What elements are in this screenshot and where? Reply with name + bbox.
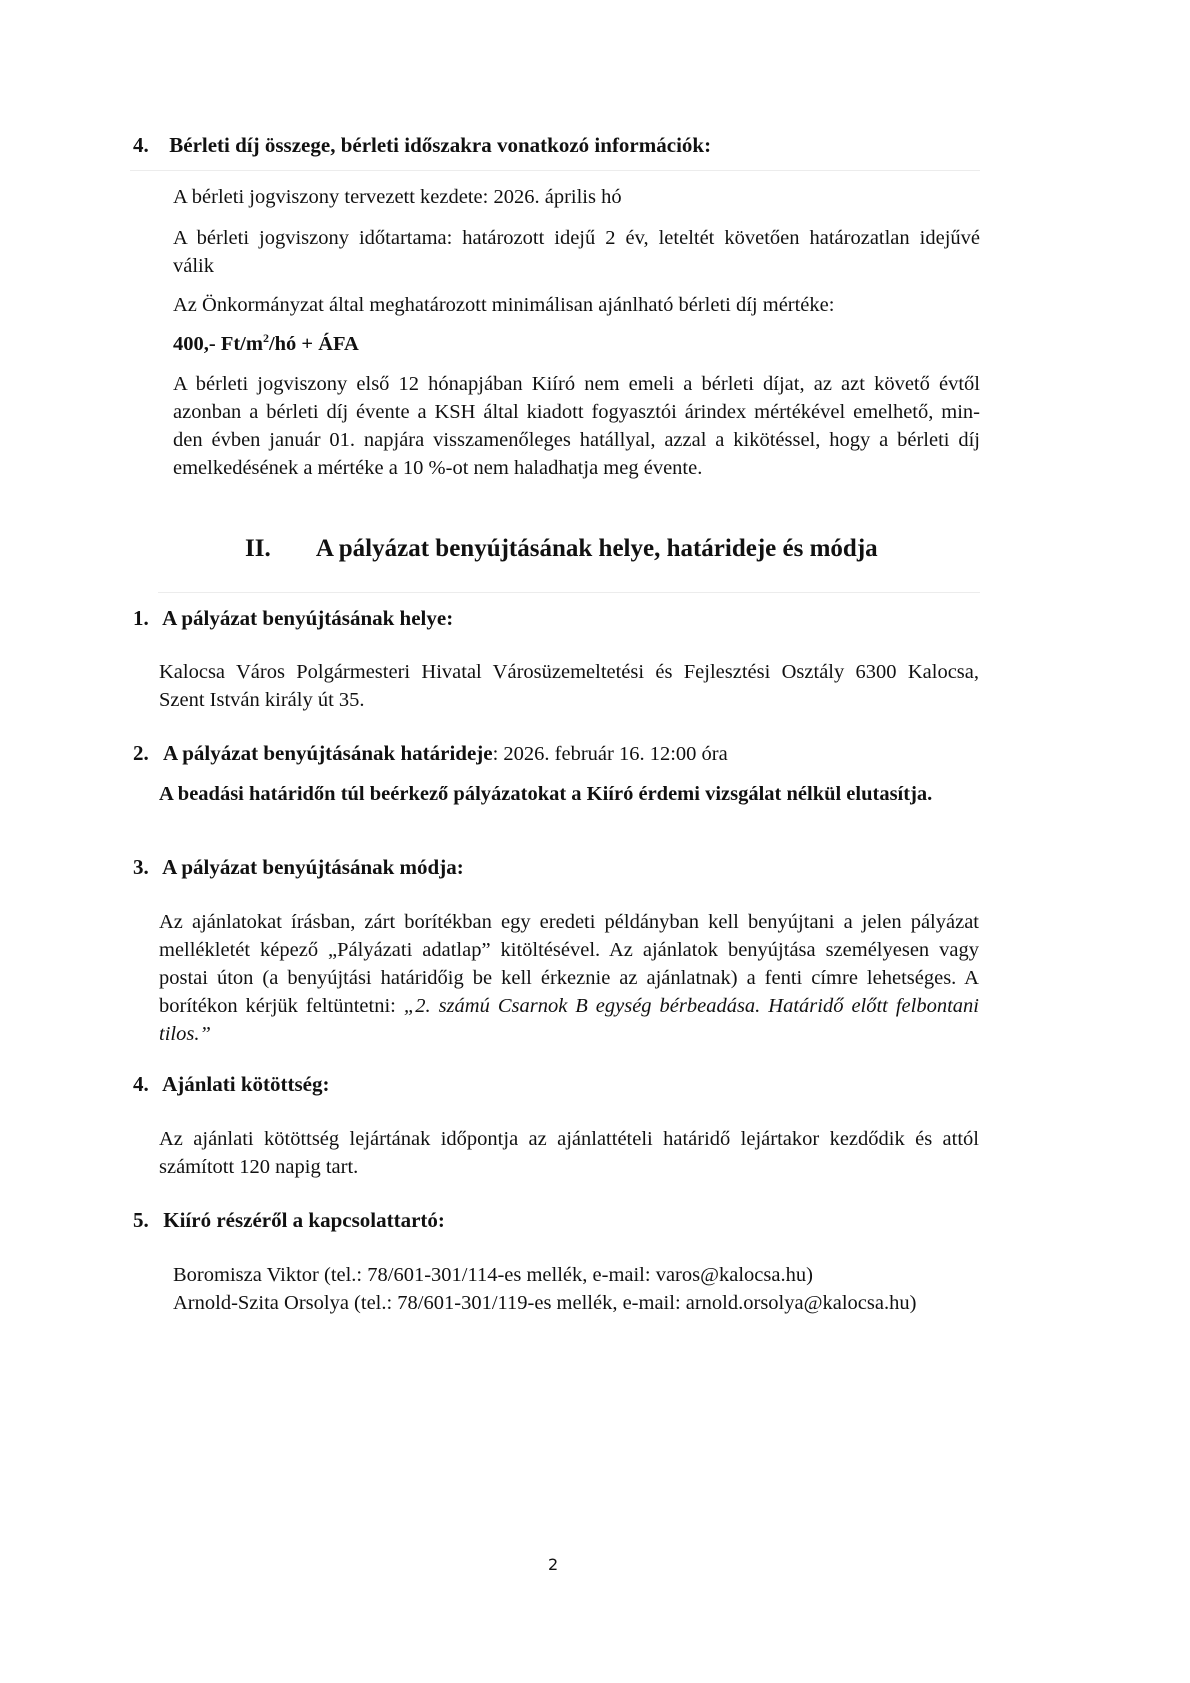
- rent-increase-paragraph: A bérleti jogviszony első 12 hónapjában Kiíró nem emeli a bérleti díjat, az azt követő évtől azonban a bérleti díj évente a KSH által kiadott fogyasztói árindex mértékével emelhető, min- den évben január 01. napjára visszamenőleges hatállyal, azzal a kikötéssel, hogy a bérleti díj emelkedésének a mértéke a 10 %-ot nem haladhatja meg évente.: [173, 373, 980, 479]
- item-3-heading: 3. A pályázat benyújtásának módja:: [133, 855, 464, 879]
- item-4b-heading: 4. Ajánlati kötöttség:: [133, 1072, 330, 1096]
- deadline-warning: A beadási határidőn túl beérkező pályázatokat a Kiíró érdemi vizsgálat nélkül elutasítja.: [159, 783, 933, 805]
- item-2-deadline: 2. A pályázat benyújtásának határideje: 2026. február 16. 12:00 óra: [133, 741, 728, 765]
- submission-method-paragraph: Az ajánlatokat írásban, zárt borítékban egy eredeti példányban kell benyújtani a jelen pályázat mellékletét képező „Pályázati adatlap” kitöltésével. Az ajánlatok benyújtása személyesen vagy postai úton (a benyújtási határidőig be kell érkeznie az ajánlatnak) a fenti címre lehetséges. A borítékon kérjük feltüntetni: „2. számú Csarnok B egység bérbeadása. Határidő előtt felbontani tilos.”: [159, 911, 979, 1045]
- heading-text: Bérleti díj összege, bérleti időszakra vonatkozó információk:: [169, 133, 712, 157]
- divider: [130, 170, 980, 171]
- item-4-heading: [133, 133, 711, 158]
- min-fee-label: Az Önkormányzat által meghatározott minimálisan ajánlható bérleti díj mértéke:: [173, 294, 835, 316]
- min-fee-value: 400,- $Ft/m^2/hó$ + ÁFA: [173, 331, 359, 355]
- page-number: 2: [548, 1555, 559, 1574]
- section-title-text: A pályázat benyújtásának helye, határideje és módja: [315, 535, 878, 562]
- rent-duration-text: A bérleti jogviszony időtartama: határozott idejű 2 év, leteltét követően határozatlan idejűvé válik: [173, 227, 980, 277]
- deadline-heading: A pályázat benyújtásának határideje: [163, 741, 493, 765]
- item-5-heading: 5. Kiíró részéről a kapcsolattartó:: [133, 1208, 445, 1232]
- section-roman: II.: [245, 535, 271, 562]
- deadline-value: : 2026. február 16. 12:00 óra: [492, 743, 728, 765]
- item-number: 4.: [133, 133, 149, 157]
- item-1-heading: 1. A pályázat benyújtásának helye:: [133, 606, 454, 630]
- envelope-label: „2. számú Csarnok B egység bérbeadása. Határidő előtt felbontani: [403, 995, 979, 1017]
- section-title: [245, 535, 878, 563]
- rent-start-text: A bérleti jogviszony tervezett kezdete: 2026. április hó: [173, 186, 622, 208]
- binding-period-paragraph: Az ajánlati kötöttség lejártának időpontja az ajánlattételi határidő lejártakor kezdődik és attól számított 120 napig tart.: [159, 1128, 979, 1178]
- divider: [158, 592, 980, 593]
- contact-person: Arnold-Szita Orsolya (tel.: 78/601-301/119-es mellék, e-mail: arnold.orsolya@kalocsa.hu): [173, 1292, 917, 1314]
- submission-place-address: Kalocsa Város Polgármesteri Hivatal Városüzemeltetési és Fejlesztési Osztály 6300 Kalocsa, Szent István király út 35.: [159, 661, 979, 711]
- contact-list: [173, 1261, 916, 1317]
- contact-person: Boromisza Viktor (tel.: 78/601-301/114-es mellék, e-mail: varos@kalocsa.hu): [173, 1264, 813, 1286]
